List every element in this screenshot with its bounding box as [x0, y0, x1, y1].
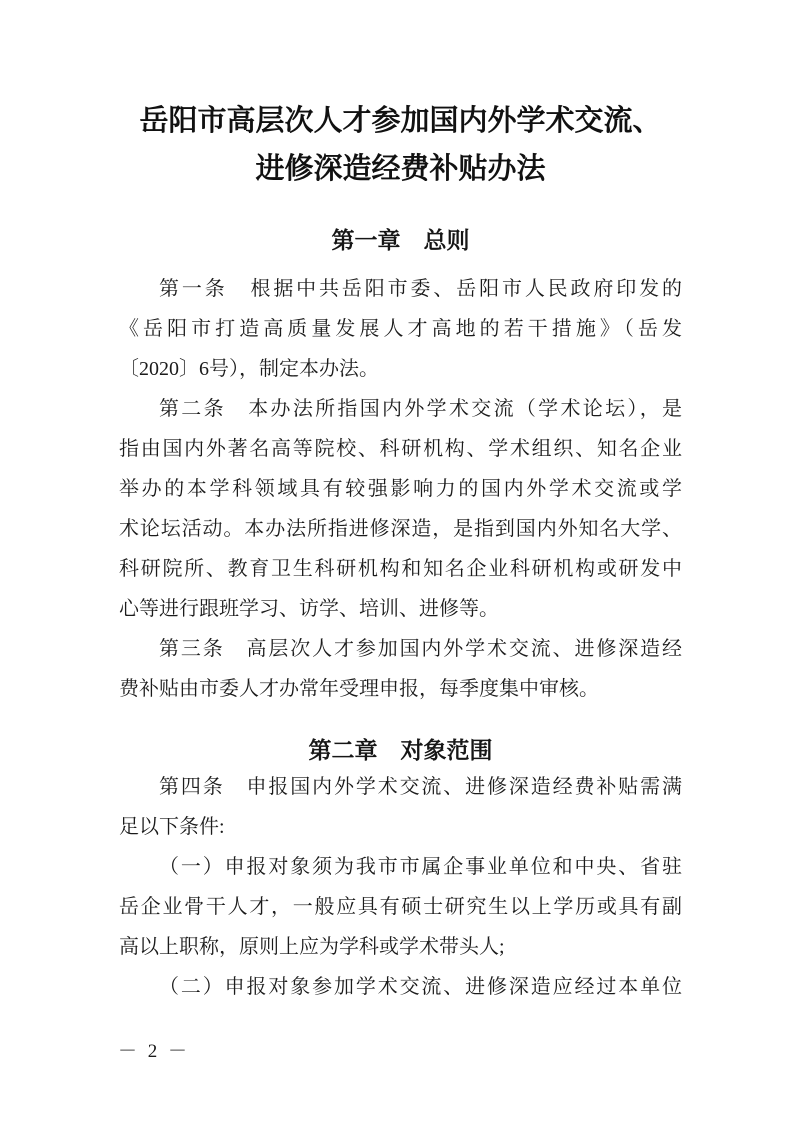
text-line: 高以上职称，原则上应为学科或学术带头人;	[119, 936, 505, 958]
text-line: 第二条 本办法所指国内外学术交流（学术论坛），是	[159, 398, 682, 420]
text-line: （二）申报对象参加学术交流、进修深造应经过本单位	[159, 976, 682, 998]
document-body	[119, 223, 682, 1007]
text-line: 第四条 申报国内外学术交流、进修深造经费补贴需满	[159, 776, 682, 798]
text-line: 《岳阳市打造高质量发展人才高地的若干措施》（岳发	[119, 318, 682, 340]
text-line: 岳企业骨干人才，一般应具有硕士研究生以上学历或具有副	[119, 896, 682, 918]
page-number: － 2 －	[118, 1041, 191, 1062]
text-line: 第一条 根据中共岳阳市委、岳阳市人民政府印发的	[159, 278, 682, 300]
paragraph	[119, 629, 682, 709]
document-title	[119, 97, 682, 193]
text-line: 〔2020〕6号），制定本办法。	[119, 358, 379, 380]
paragraph	[119, 847, 682, 967]
paragraph	[119, 269, 682, 389]
chapter-heading: 第二章 对象范围	[308, 737, 493, 763]
text-line: 术论坛活动。本办法所指进修深造，是指到国内外知名大学、	[119, 518, 682, 540]
chapter-heading: 第一章 总则	[331, 227, 470, 253]
paragraph	[119, 767, 682, 847]
text-line: 心等进行跟班学习、访学、培训、进修等。	[119, 598, 499, 620]
text-line: 科研院所、教育卫生科研机构和知名企业科研机构或研发中	[119, 558, 682, 580]
document-title-line-2: 进修深造经费补贴办法	[255, 153, 546, 185]
text-line: 第三条 高层次人才参加国内外学术交流、进修深造经	[159, 638, 682, 660]
text-line: （一）申报对象须为我市市属企事业单位和中央、省驻	[159, 856, 682, 878]
text-line: 费补贴由市委人才办常年受理申报，每季度集中审核。	[119, 678, 599, 700]
text-line: 举办的本学科领域具有较强影响力的国内外学术交流或学	[119, 478, 682, 500]
text-line: 指由国内外著名高等院校、科研机构、学术组织、知名企业	[119, 438, 682, 460]
document-title-line-1: 岳阳市高层次人才参加国内外学术交流、	[139, 105, 662, 137]
paragraph	[119, 967, 682, 1007]
paragraph	[119, 389, 682, 629]
text-line: 足以下条件:	[119, 816, 225, 838]
